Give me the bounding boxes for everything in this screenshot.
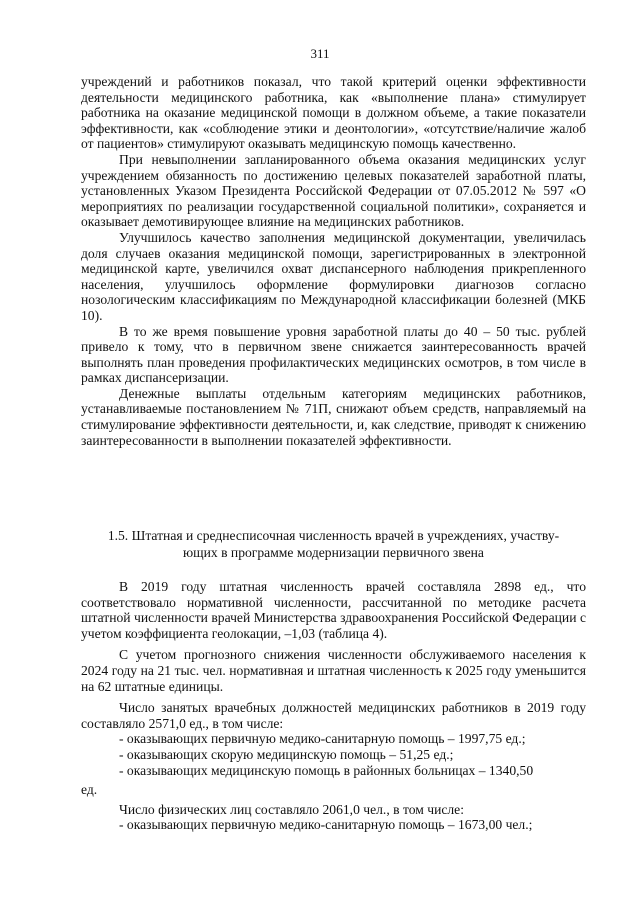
paragraph-3: Улучшилось качество заполнения медицинской документации, увеличилась доля случаев оказания медицинской помощи, зарегистрированных в электронной медицинской карте, увеличился охват диспансерного наблюдения прикрепленного населения, улучшилось оформление формулировки диагнозов согласно нозологическим классификациям по Международной классификации болезней (МКБ 10).: [81, 229, 586, 323]
paragraph-1: учреждений и работников показал, что такой критерий оценки эффективности деятельности медицинского работника, как «выполнение плана» стимулирует работника на оказание медицинской помощи в должном объеме, а такие показатели эффективности, как «соблюдение этики и деонтологии», «отсутствие/наличие жалоб от пациентов» стимулируют оказывать медицинскую помощь качественно.: [81, 74, 586, 152]
section-paragraph-2: С учетом прогнозного снижения численности обслуживаемого населения к 2024 году на 21 тыс. чел. нормативная и штатная численность к 2025 году уменьшится на 62 штатные единицы.: [81, 647, 586, 694]
section-paragraph-1: В 2019 году штатная численность врачей составляла 2898 ед., что соответствовало нормативной численности, рассчитанной по методике расчета штатной численности врачей Министерства здравоохранения Российской Федерации с учетом коэффициента геолокации, –1,03 (таблица 4).: [81, 579, 586, 641]
list-tail-unit: ед.: [81, 782, 98, 798]
list-item: - оказывающих первичную медико-санитарную помощь – 1997,75 ед.;: [119, 731, 526, 747]
section-paragraph-3: Число занятых врачебных должностей медицинских работников в 2019 году составляло 2571,0 ед., в том числе:: [81, 700, 586, 731]
body-text-section: [81, 579, 586, 833]
paragraph-4: В то же время повышение уровня заработной платы до 40 – 50 тыс. рублей привело к тому, что в первичном звене снижается заинтересованность врачей выполнять план проведения профилактических медицинских осмотров, в том числе в рамках диспансеризации.: [81, 323, 586, 386]
body-text-top: [81, 74, 586, 448]
page-number: 311: [310, 46, 330, 61]
paragraph-2: При невыполнении запланированного объема оказания медицинских услуг учреждением обязанность по достижению целевых показателей заработной платы, установленных Указом Президента Российской Федерации от 07.05.2012 № 597 «О мероприятиях по реализации государственной социальной политики», сохраняется и оказывает демотивирующее влияние на медицинских работников.: [81, 151, 586, 230]
list-item: - оказывающих медицинскую помощь в районных больницах – 1340,50: [119, 762, 534, 778]
list-item: - оказывающих скорую медицинскую помощь – 51,25 ед.;: [119, 746, 454, 762]
list-item: - оказывающих первичную медико-санитарную помощь – 1673,00 чел.;: [119, 817, 533, 833]
paragraph-5: Денежные выплаты отдельным категориям медицинских работников, устанавливаемые постановлением № 71П, снижают объем средств, направляемый на стимулирование эффективности деятельности, и, как следствие, приводят к снижению заинтересованности в выполнении показателей эффективности.: [81, 385, 586, 448]
physical-persons-paragraph: Число физических лиц составляло 2061,0 чел., в том числе:: [119, 801, 464, 817]
section-heading-line-2: ющих в программе модернизации первичного звена: [183, 545, 484, 560]
section-heading: [81, 527, 586, 561]
section-heading-line-1: 1.5. Штатная и среднесписочная численность врачей в учреждениях, участву-: [107, 528, 560, 543]
